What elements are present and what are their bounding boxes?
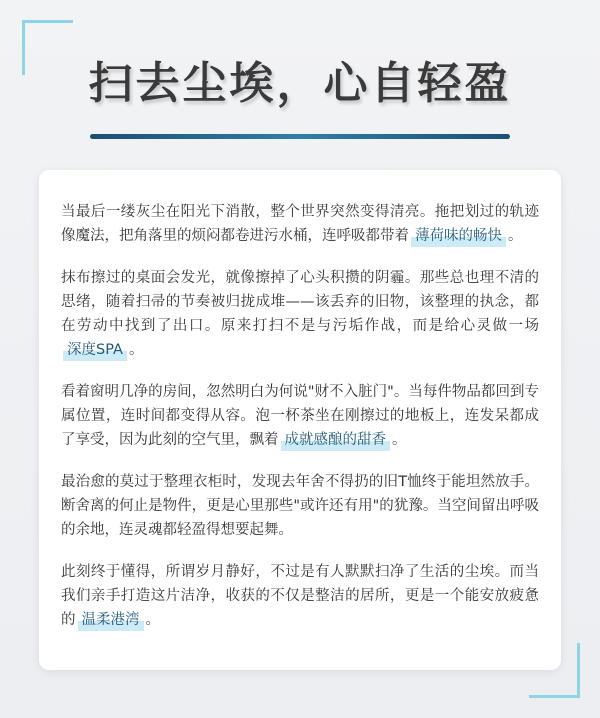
paragraph-text: 抹布擦过的桌面会发光，就像擦掉了心头积攒的阴霾。那些总也理不清的思绪，随着扫帚的节奏被归拢成堆——该丢弃的旧物，该整理的执念，都在劳动中找到了出口。原来打扫不是与污垢作战，而是给心灵做一场 (61, 270, 539, 334)
paragraph-4 (61, 470, 539, 542)
page-title: 扫去尘埃，心自轻盈 (88, 58, 512, 109)
highlight-phrase: 薄荷味的畅快 (411, 225, 506, 247)
highlight-phrase: 成就感酿的甜香 (281, 429, 391, 451)
paragraph-end: 。 (145, 612, 160, 628)
paragraph-2 (61, 266, 539, 362)
paragraph-text: 最治愈的莫过于整理衣柜时，发现去年舍不得扔的旧T恤终于能坦然放手。断舍离的何止是物件，更是心里那些"或许还有用"的犹豫。当空间留出呼吸的余地，连灵魂都轻盈得想要起舞。 (61, 474, 539, 538)
paragraph-text: 当最后一缕灰尘在阳光下消散，整个世界突然变得清亮。拖把划过的轨迹像魔法，把角落里的烦闷都卷进污水桶，连呼吸都带着 (61, 204, 539, 244)
paragraph-text: 此刻终于懂得，所谓岁月静好，不过是有人默默扫净了生活的尘埃。而当我们亲手打造这片洁净，收获的不仅是整洁的居所，更是一个能安放疲惫的 (61, 564, 539, 628)
article-card (39, 170, 561, 670)
paragraph-end: 。 (508, 228, 523, 244)
highlight-phrase: 温柔港湾 (78, 609, 144, 631)
paragraph-1 (61, 200, 539, 248)
title-underline (90, 134, 510, 139)
highlight-phrase: 深度SPA (63, 339, 127, 361)
paragraph-5 (61, 560, 539, 632)
paragraph-end: 。 (128, 342, 144, 358)
paragraph-text: 看着窗明几净的房间，忽然明白为何说"财不入脏门"。当每件物品都回到专属位置，连时间都变得从容。泡一杯茶坐在刚擦过的地板上，连发呆都成了享受，因为此刻的空气里，飘着 (61, 384, 539, 448)
paragraph-end: 。 (392, 432, 407, 448)
paragraph-3 (61, 380, 539, 452)
